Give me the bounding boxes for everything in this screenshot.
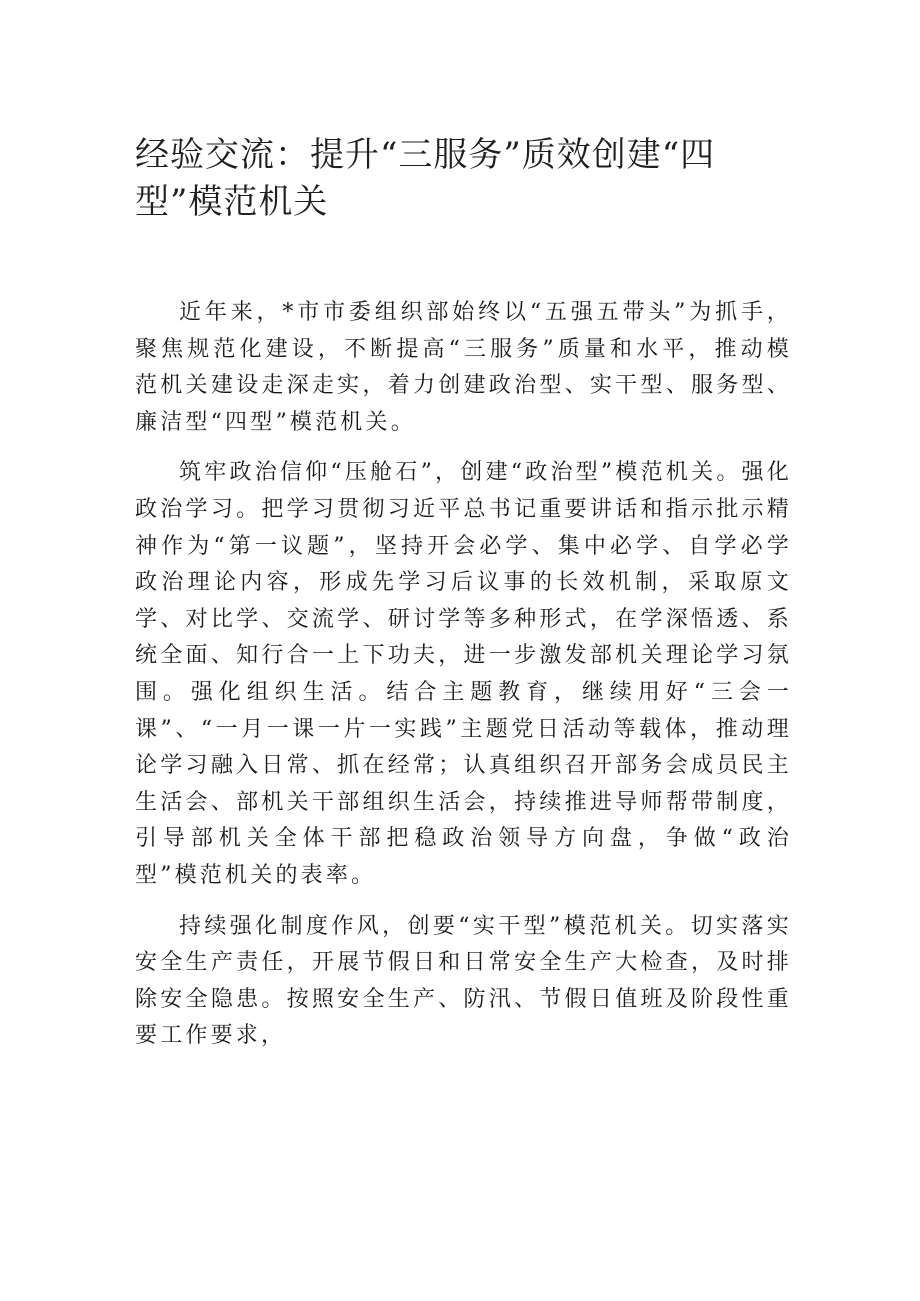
document-title: 经验交流：提升“三服务”质效创建“四型”模范机关 [135, 135, 716, 222]
document-body [135, 295, 792, 1069]
paragraph-political: 筑牢政治信仰“压舱石”，创建“政治型”模范机关。强化政治学习。把学习贯彻习近平总书记重要讲话和指示批示精神作为“第一议题”，坚持开会必学、集中必学、自学必学政治理论内容，形成先学习后议事的长效机制，采取原文学、对比学、交流学、研讨学等多种形式，在学深悟透、系统全面、知行合一上下功夫，进一步激发部机关理论学习氛围。强化组织生活。结合主题教育，继续用好“三会一课”、“一月一课一片一实践”主题党日活动等载体，推动理论学习融入日常、抓在经常；认真组织召开部务会成员民主生活会、部机关干部组织生活会，持续推进导师帮带制度，引导部机关全体干部把稳政治领导方向盘，争做“政治型”模范机关的表率。 [135, 460, 792, 888]
paragraph-practical: 持续强化制度作风，创要“实干型”模范机关。切实落实安全生产责任，开展节假日和日常安全生产大检查，及时排除安全隐患。按照安全生产、防汛、节假日值班及阶段性重要工作要求， [135, 913, 792, 1049]
paragraph-intro: 近年来，*市市委组织部始终以“五强五带头”为抓手，聚焦规范化建设，不断提高“三服务”质量和水平，推动模范机关建设走深走实，着力创建政治型、实干型、服务型、廉洁型“四型”模范机关。 [135, 300, 792, 435]
